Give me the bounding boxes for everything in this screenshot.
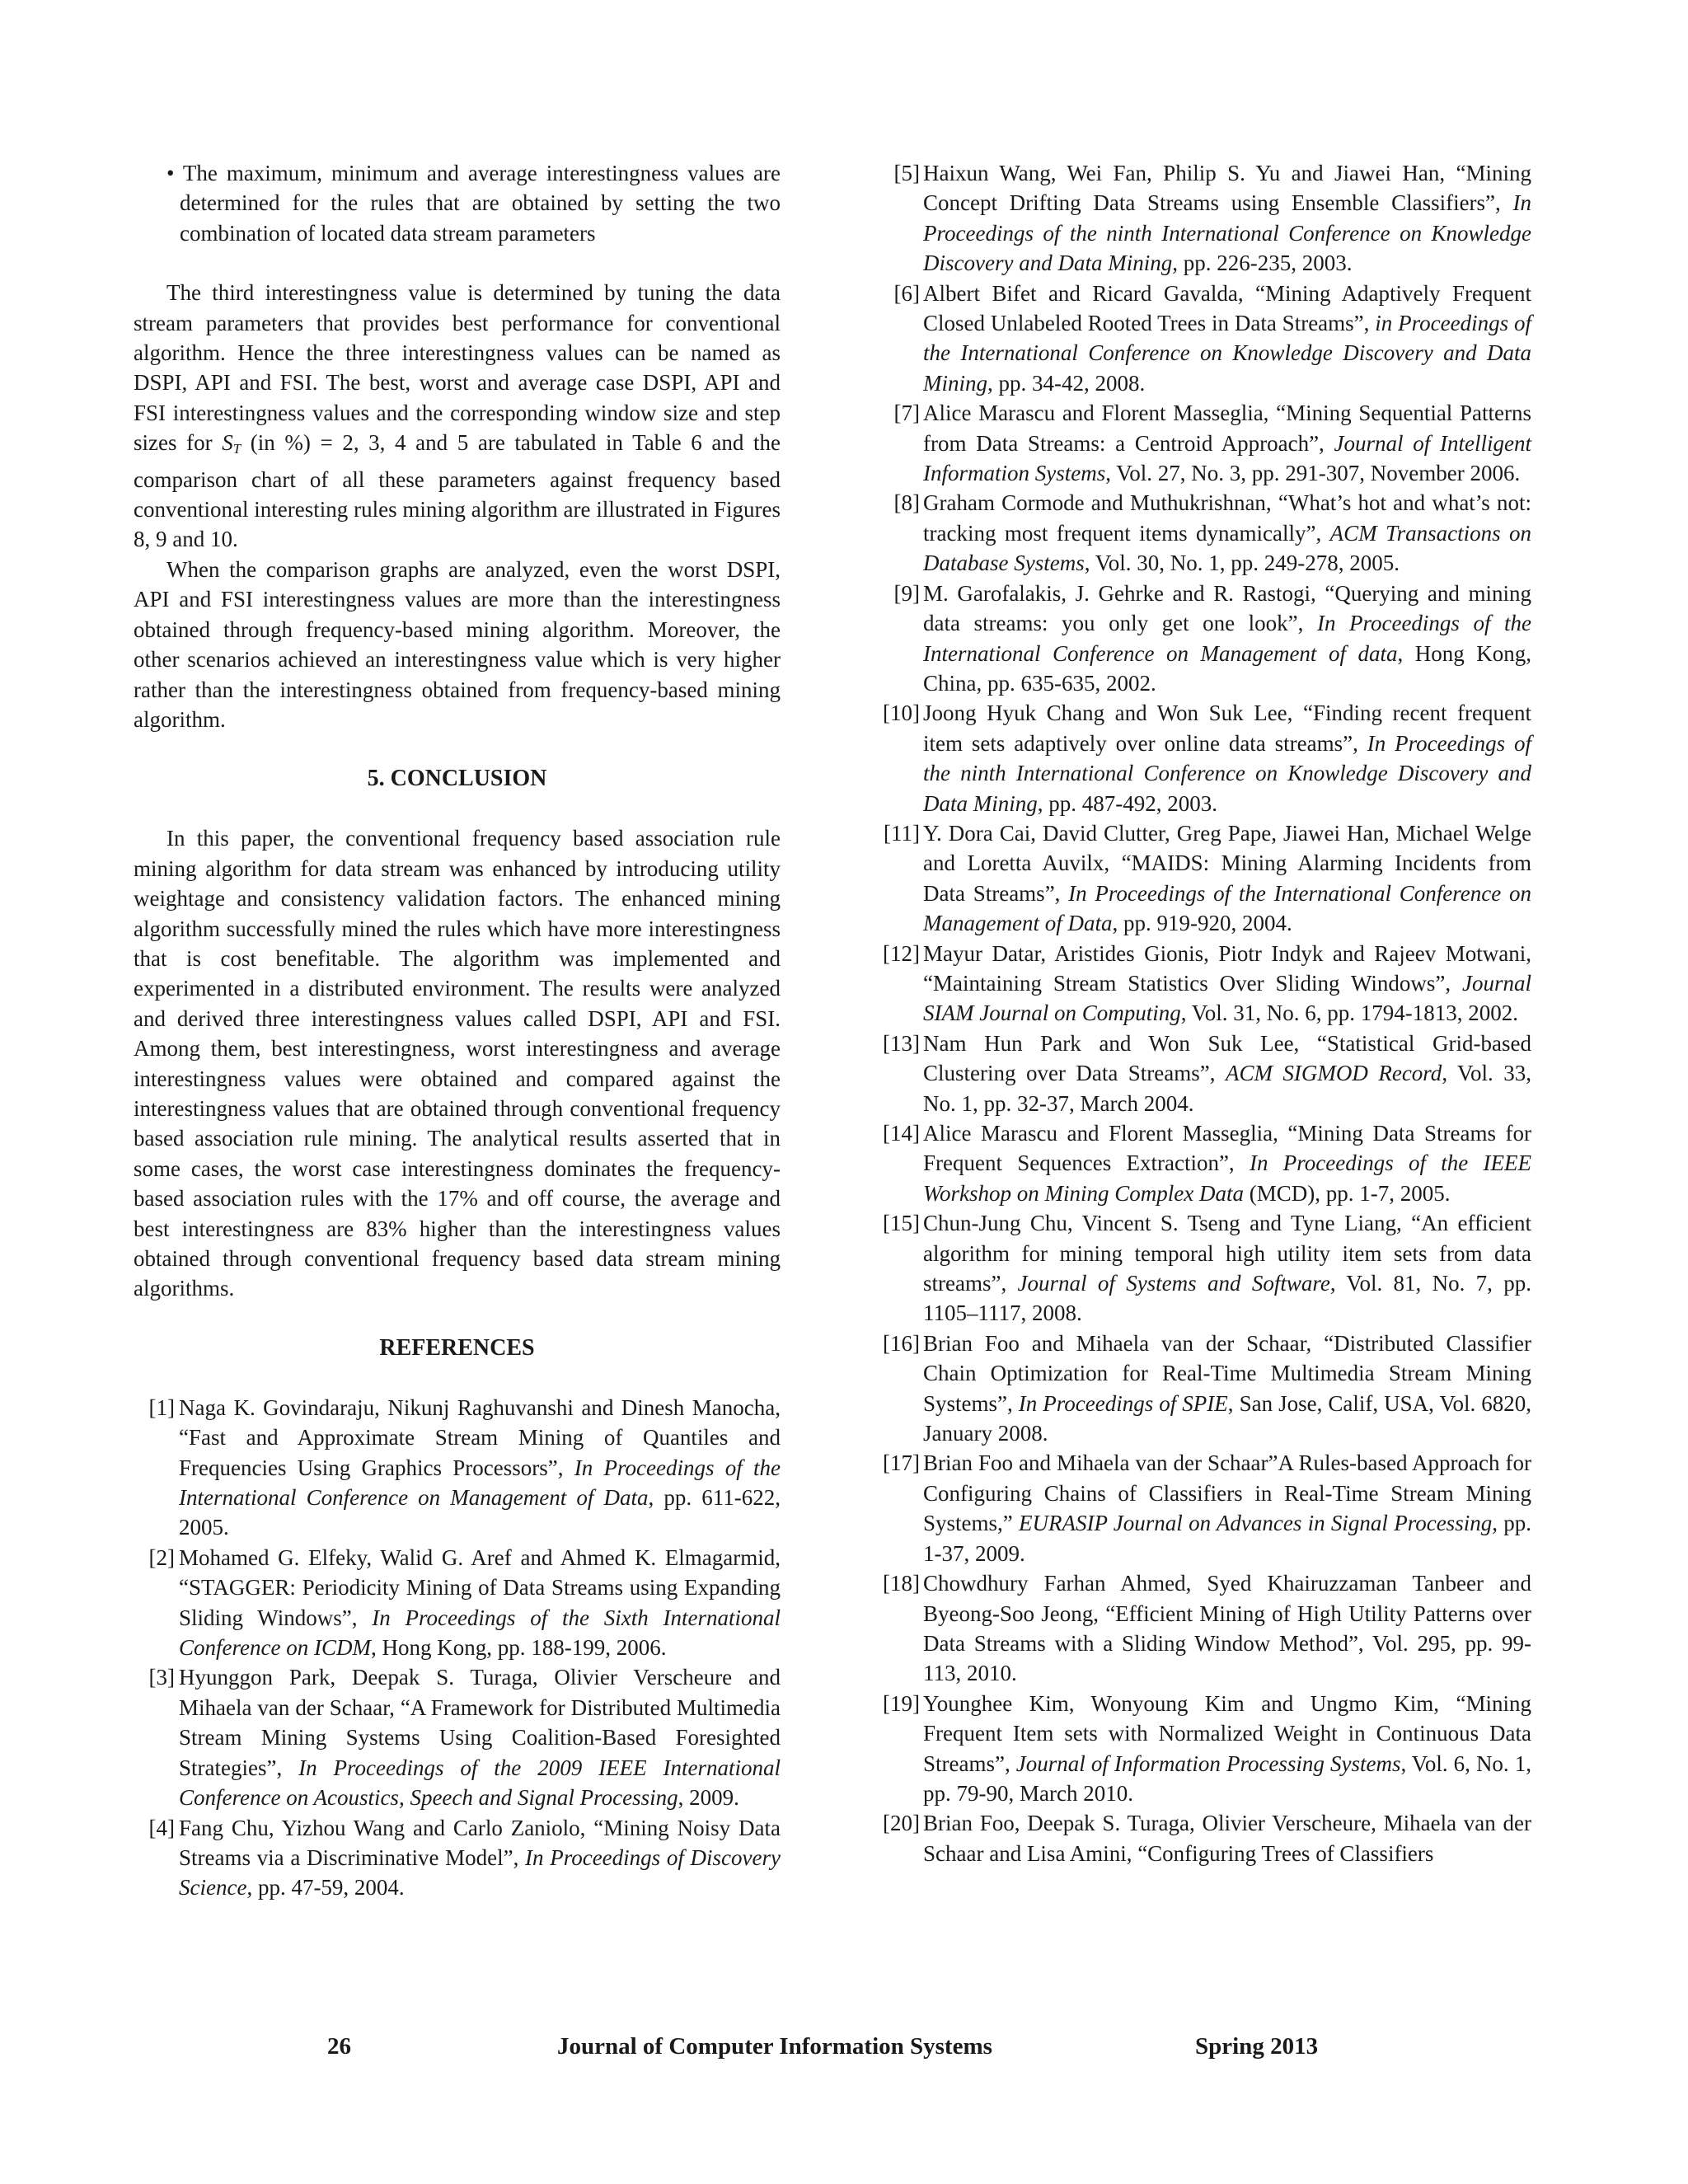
reference-number: [19]: [883, 1690, 920, 1716]
reference-source: in Proceedings of the International Conference on Knowledge Discovery and Data Mining: [923, 311, 1531, 396]
reference-text: Brian Foo, Deepak S. Turaga, Olivier Verscheure, Mihaela van der Schaar and Lisa Amini, “Configuring Trees of Classifiers: [923, 1811, 1531, 1866]
reference-text: Hyunggon Park, Deepak S. Turaga, Olivier Verscheure and Mihaela van der Schaar, “A Framework for Distributed Multimedia Stream Mining Systems Using Coalition-Based Foresighted Strategies”,: [179, 1665, 781, 1780]
reference-text: Alice Marascu and Florent Masseglia, “Mining Sequential Patterns from Data Streams: a Centroid Approach”,: [923, 401, 1531, 456]
reference-source: EURASIP Journal on Advances in Signal Processing: [1019, 1511, 1493, 1536]
reference-item: [878, 1448, 1531, 1568]
reference-source: Journal of Systems and Software: [1017, 1271, 1330, 1296]
reference-number: [9]: [893, 580, 920, 606]
reference-text: Nam Hun Park and Won Suk Lee, “Statistical Grid-based Clustering over Data Streams”,: [923, 1030, 1531, 1086]
reference-source: In Proceedings of the International Conference on Management of data: [923, 611, 1532, 666]
reference-number: [18]: [883, 1571, 920, 1596]
paragraph: The third interestingness value is determined by tuning the data stream parameters that provides best performance for conventional algorithm. Hence the three interestingness values can be named as DSPI, API and FSI. The best, worst and average case DSPI, API and FSI interestingness values and the corresponding window size and step sizes for $S_T$ (in %) = 2, 3, 4 and 5 are tabulated in Table 6 and the comparison chart of all these parameters against frequency based conventional interesting rules mining algorithm are illustrated in Figures 8, 9 and 10.: [134, 280, 781, 552]
reference-text: Younghee Kim, Wonyoung Kim and Ungmo Kim, “Mining Frequent Item sets with Normalized Weight in Continuous Data Streams”,: [923, 1690, 1531, 1776]
reference-item: [878, 1029, 1531, 1118]
reference-text: , pp. 34-42, 2008.: [987, 370, 1146, 396]
reference-number: [6]: [893, 280, 920, 306]
reference-text: , Vol. 33, No. 1, pp. 32-37, March 2004.: [923, 1061, 1531, 1116]
reference-text: Brian Foo and Mihaela van der Schaar”A Rules-based Approach for Configuring Chains of Classifiers in Real-Time Stream Mining Systems,”: [923, 1451, 1531, 1536]
reference-text: , pp. 919-920, 2004.: [1112, 911, 1292, 936]
reference-number: [10]: [883, 701, 920, 726]
reference-number: [14]: [883, 1121, 920, 1146]
reference-text: , pp. 1-37, 2009.: [923, 1511, 1531, 1566]
reference-text: , Vol. 31, No. 6, pp. 1794-1813, 2002.: [1180, 1001, 1519, 1026]
reference-item: [134, 1813, 781, 1903]
reference-source: In Proceedings of the Sixth International Conference on ICDM: [179, 1605, 781, 1661]
reference-text: (MCD), pp. 1-7, 2005.: [1243, 1180, 1451, 1206]
reference-source: Journal of Information Processing Systems: [1015, 1750, 1401, 1776]
reference-item: [134, 1393, 781, 1543]
reference-number: [5]: [893, 161, 920, 185]
reference-item: [878, 158, 1531, 279]
reference-item: [878, 279, 1531, 399]
reference-text: , Vol. 6, No. 1, pp. 79-90, March 2010.: [923, 1750, 1531, 1806]
reference-item: [878, 488, 1531, 578]
reference-text: Fang Chu, Yizhou Wang and Carlo Zaniolo, “Mining Noisy Data Streams via a Discriminative Model”,: [179, 1815, 781, 1870]
reference-source: ACM SIGMOD Record: [1225, 1061, 1442, 1086]
reference-number: [17]: [883, 1451, 920, 1476]
reference-text: Brian Foo and Mihaela van der Schaar, “Distributed Classifier Chain Optimization for Real-Time Multimedia Stream Mining Systems”,: [923, 1330, 1531, 1416]
reference-source: In Proceedings of the International Conference on Management of Data: [179, 1455, 781, 1511]
reference-text: , San Jose, Calif, USA, Vol. 6820, January 2008.: [923, 1390, 1531, 1446]
reference-list-left: [134, 1393, 781, 1903]
reference-item: [878, 698, 1531, 818]
reference-text: M. Garofalakis, J. Gehrke and R. Rastogi, “Querying and mining data streams: you only get one look”,: [923, 580, 1531, 636]
reference-item: [878, 1329, 1531, 1449]
reference-text: Joong Hyuk Chang and Won Suk Lee, “Finding recent frequent item sets adaptively over online data streams”,: [923, 701, 1531, 756]
reference-number: [20]: [883, 1811, 920, 1836]
paragraph: In this paper, the conventional frequency based association rule mining algorithm for data stream was enhanced by introducing utility weightage and consistency validation factors. The enhanced mining algorithm successfully mined the rules which have more interestingness that is cost benefitable. The algorithm was implemented and experimented in a distributed environment. The results were analyzed and derived three interestingness values called DSPI, API and FSI. Among them, best interestingness, worst interestingness and average interestingness values were obtained and compared against the interestingness values that are obtained through conventional frequency based association rule mining. The analytical results asserted that in some cases, the worst case interestingness dominates the frequency-based association rules with the 17% and off course, the average and best interestingness are 83% higher than the interestingness values obtained through conventional frequency based data stream mining algorithms.: [134, 826, 781, 1301]
reference-source: In Proceedings of Discovery Science: [179, 1844, 781, 1900]
reference-text: Naga K. Govindaraju, Nikunj Raghuvanshi and Dinesh Manocha, “Fast and Approximate Stream Mining of Quantiles and Frequencies Using Graphics Processors”,: [179, 1394, 781, 1480]
page-number: 26: [327, 2033, 351, 2060]
reference-source: Journal of Intelligent Information Systems: [923, 430, 1531, 486]
reference-source: In Proceedings of the 2009 IEEE International Conference on Acoustics, Speech and Signal Processing: [179, 1755, 781, 1811]
reference-number: [8]: [893, 490, 920, 516]
reference-source: In Proceedings of the ninth International Conference on Knowledge Discovery and Data Mining: [923, 730, 1531, 816]
reference-text: Chun-Jung Chu, Vincent S. Tseng and Tyne Liang, “An efficient algorithm for mining temporal high utility item sets from data streams”,: [923, 1211, 1531, 1296]
references-heading: REFERENCES: [379, 1334, 535, 1361]
page-footer: [0, 2033, 1688, 2066]
reference-item: [878, 818, 1531, 939]
reference-text: Alice Marascu and Florent Masseglia, “Mining Data Streams for Frequent Sequences Extraction”,: [923, 1121, 1531, 1176]
paragraph: When the comparison graphs are analyzed, even the worst DSPI, API and FSI interestingness values are more than the interestingness obtained through frequency-based mining algorithm. Moreover, the other scenarios achieved an interestingness value which is very higher rather than the interestingness obtained from frequency-based mining algorithm.: [134, 556, 781, 732]
reference-text: , pp. 47-59, 2004.: [246, 1875, 405, 1900]
reference-item: [878, 1208, 1531, 1329]
reference-text: Mohamed G. Elfeky, Walid G. Aref and Ahmed K. Elmagarmid, “STAGGER: Periodicity Mining of Data Streams using Expanding Sliding Windows”,: [179, 1544, 781, 1630]
reference-text: Albert Bifet and Ricard Gavalda, “Mining Adaptively Frequent Closed Unlabeled Rooted Trees in Data Streams”,: [923, 280, 1531, 336]
reference-number: [2]: [148, 1544, 175, 1570]
reference-text: Graham Cormode and Muthukrishnan, “What’s hot and what’s not: tracking most frequent items dynamically”,: [923, 490, 1531, 546]
reference-text: , Vol. 81, No. 7, pp. 1105–1117, 2008.: [923, 1271, 1532, 1326]
reference-number: [1]: [148, 1394, 175, 1420]
reference-item: [878, 1808, 1531, 1868]
right-column: [878, 158, 1531, 1868]
reference-number: [3]: [148, 1665, 175, 1690]
conclusion-body: [134, 823, 781, 1304]
results-discussion: [134, 278, 781, 734]
issue-date: Spring 2013: [1195, 2033, 1319, 2060]
reference-item: [134, 1543, 781, 1663]
reference-text: , pp. 487-492, 2003.: [1037, 790, 1217, 816]
reference-item: [878, 1568, 1531, 1689]
reference-item: [134, 1662, 781, 1812]
reference-text: Chowdhury Farhan Ahmed, Syed Khairuzzaman Tanbeer and Byeong-Soo Jeong, “Efficient Mining of High Utility Patterns over Data Streams with a Sliding Window Method”, Vol. 295, pp. 99-113, 2010.: [923, 1571, 1531, 1686]
reference-item: [878, 398, 1531, 488]
reference-text: , pp. 226-235, 2003.: [1172, 251, 1353, 276]
reference-number: [16]: [883, 1330, 920, 1356]
reference-text: , Vol. 27, No. 3, pp. 291-307, November 2006.: [1105, 461, 1521, 486]
reference-text: , pp. 611-622, 2005.: [179, 1485, 781, 1540]
reference-text: , Vol. 30, No. 1, pp. 249-278, 2005.: [1084, 551, 1400, 576]
reference-item: [878, 579, 1531, 699]
reference-text: , 2009.: [678, 1785, 739, 1811]
reference-list-right: [878, 158, 1531, 1868]
section-heading: 5. CONCLUSION: [367, 766, 547, 792]
reference-source: In Proceedings of the International Conference on Management of Data: [923, 880, 1531, 936]
reference-number: [15]: [883, 1211, 920, 1236]
bullet-item: • The maximum, minimum and average interestingness values are determined for the rules that are obtained by setting the two combination of located data stream parameters: [166, 161, 781, 246]
reference-number: [7]: [893, 401, 920, 426]
journal-name: Journal of Computer Information Systems: [557, 2033, 992, 2060]
reference-text: Y. Dora Cai, David Clutter, Greg Pape, Jiawei Han, Michael Welge and Loretta Auvilx, “MAIDS: Mining Alarming Incidents from Data Streams”,: [923, 820, 1531, 906]
left-column: [134, 158, 781, 1903]
reference-source: Journal SIAM Journal on Computing: [923, 970, 1531, 1026]
reference-text: , Hong Kong, pp. 188-199, 2006.: [370, 1635, 667, 1661]
reference-text: Haixun Wang, Wei Fan, Philip S. Yu and Jiawei Han, “Mining Concept Drifting Data Streams using Ensemble Classifiers”,: [923, 161, 1531, 216]
reference-item: [878, 939, 1531, 1029]
reference-number: [13]: [883, 1030, 920, 1056]
reference-number: [4]: [148, 1815, 175, 1840]
reference-item: [878, 1689, 1531, 1809]
reference-source: ACM Transactions on Database Systems: [923, 520, 1531, 576]
reference-source: In Proceedings of the IEEE Workshop on Mining Complex Data: [923, 1151, 1531, 1206]
reference-number: [11]: [884, 820, 920, 846]
reference-source: In Proceedings of the ninth International Conference on Knowledge Discovery and Data Mining: [923, 190, 1531, 276]
reference-source: In Proceedings of SPIE: [1018, 1390, 1228, 1416]
reference-item: [878, 1118, 1531, 1208]
reference-text: Mayur Datar, Aristides Gionis, Piotr Indyk and Rajeev Motwani, “Maintaining Stream Statistics Over Sliding Windows”,: [923, 940, 1531, 996]
reference-text: , Hong Kong, China, pp. 635-635, 2002.: [923, 640, 1531, 696]
reference-number: [12]: [883, 940, 920, 966]
